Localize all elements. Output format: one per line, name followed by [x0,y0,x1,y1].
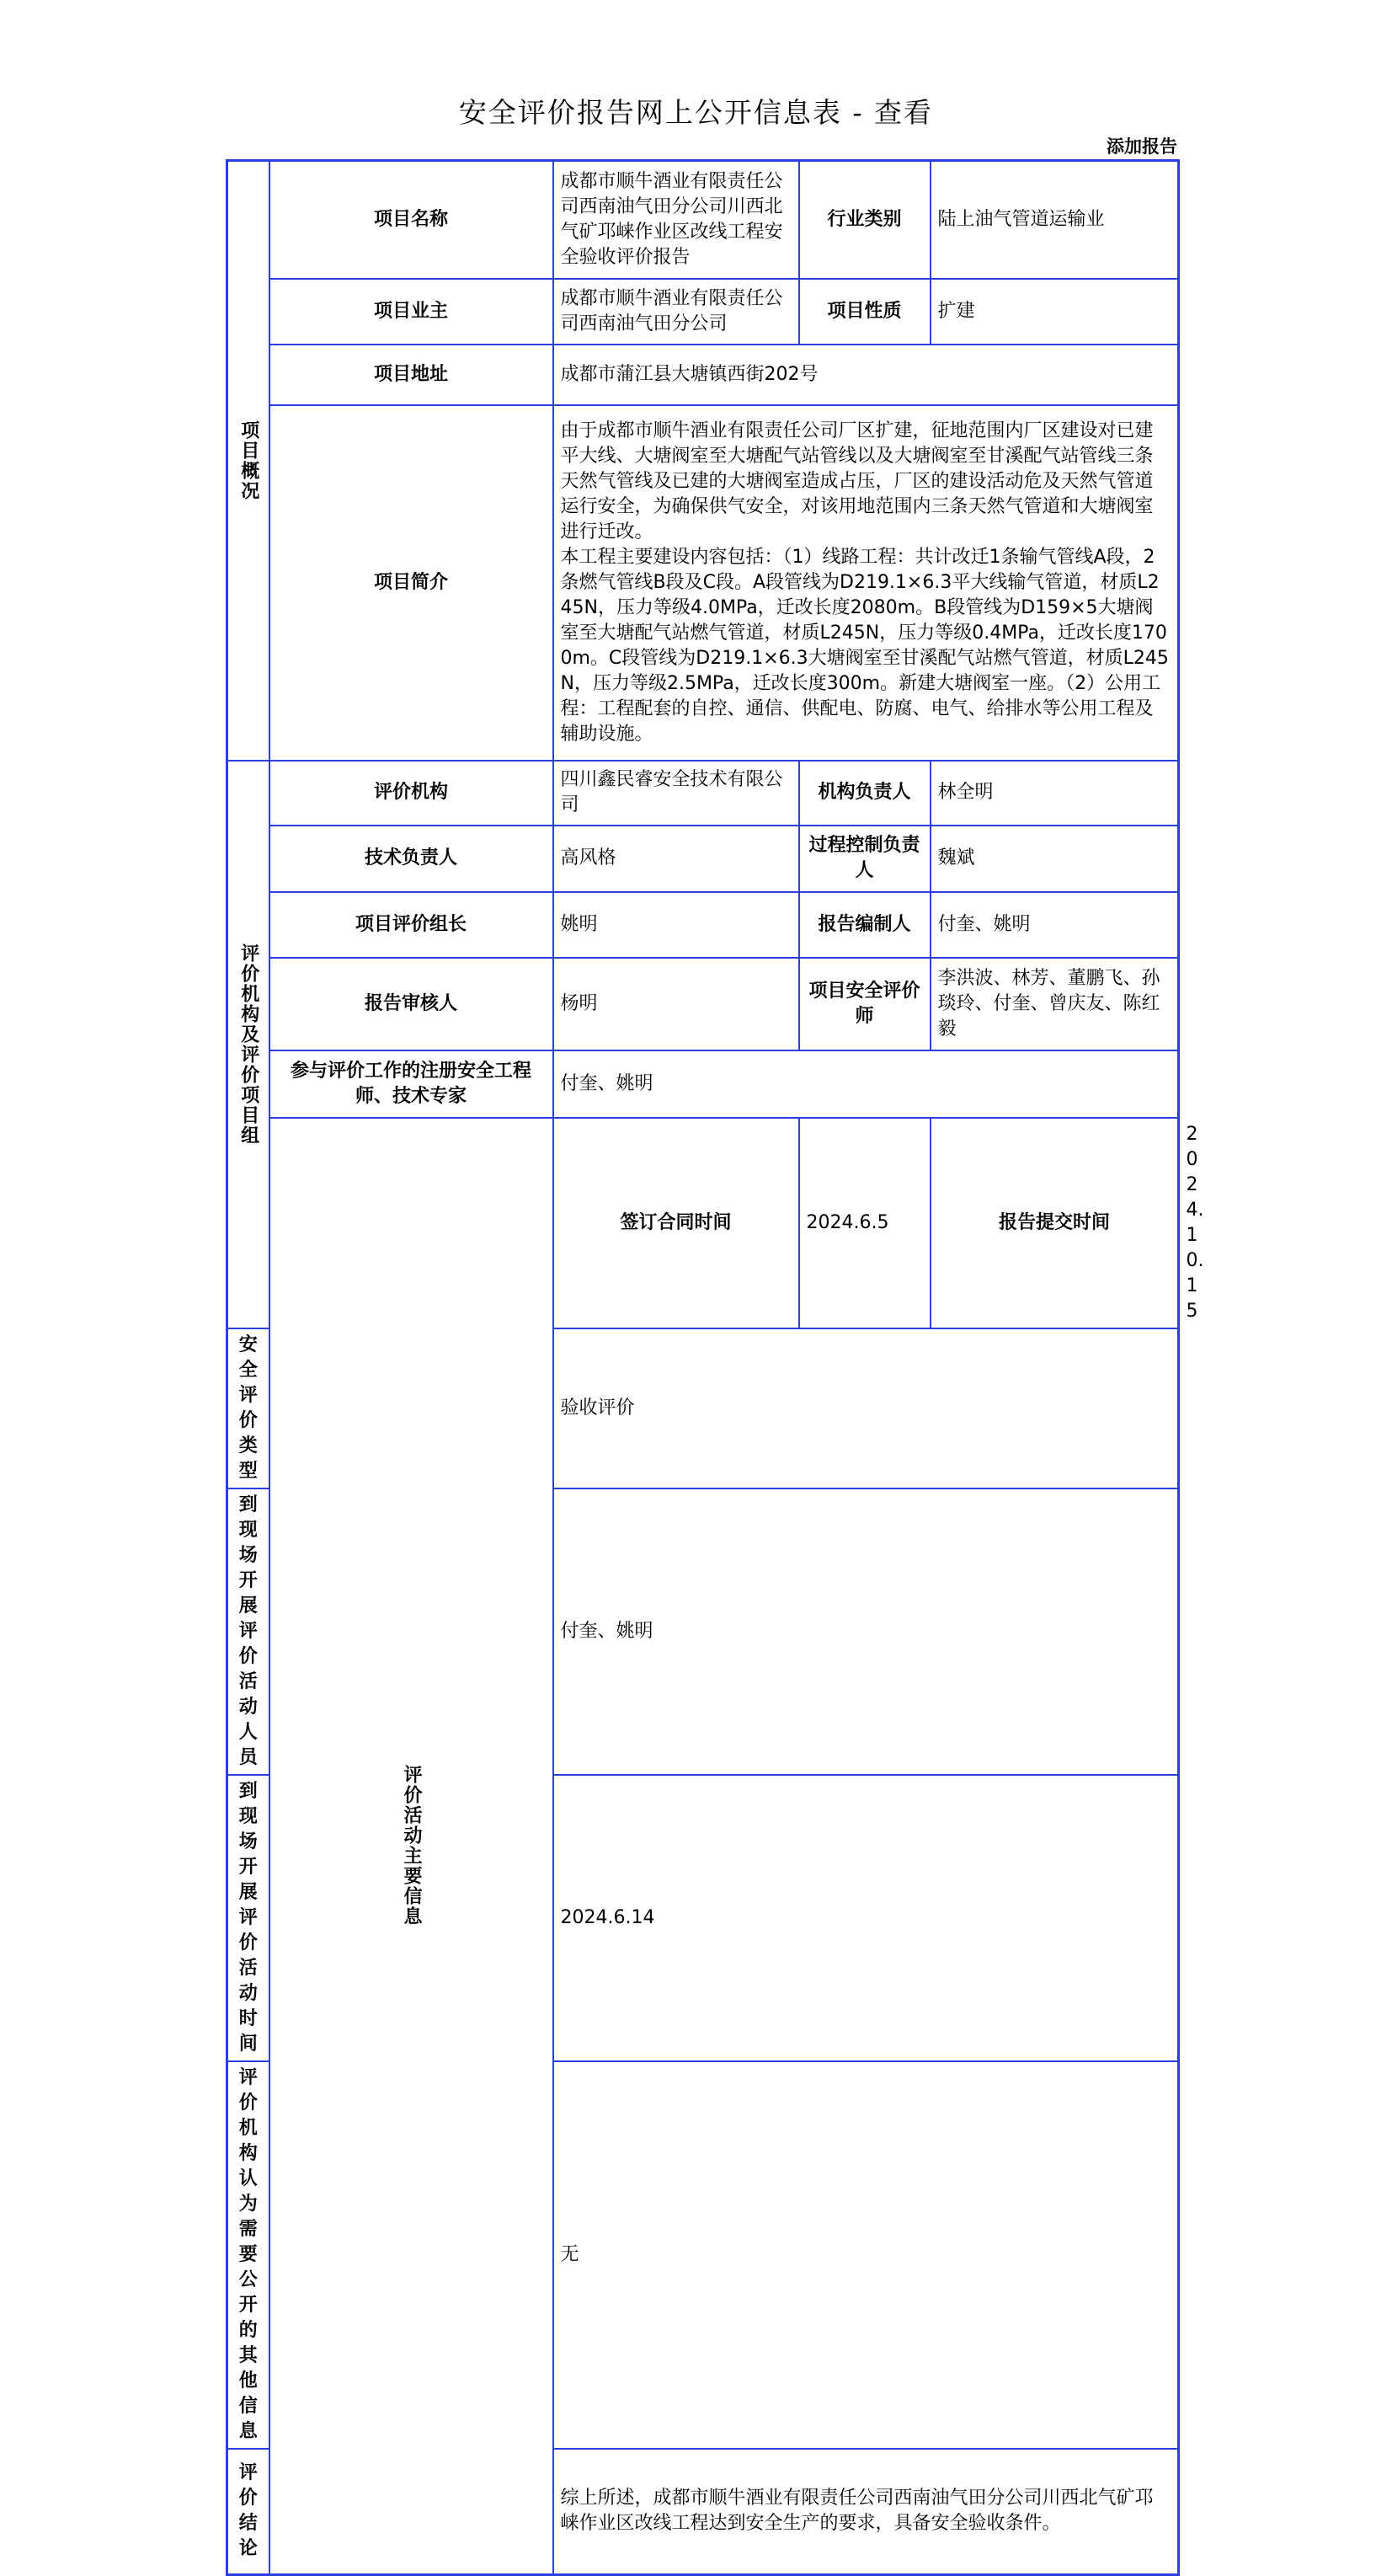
tech-lead-value: 高风格 [553,826,799,892]
site-time-label: 到现场开展评价活动时间 [227,1775,269,2061]
report-info-table: 项目概况 项目名称 成都市顺牛酒业有限责任公司西南油气田分公司川西北气矿邛崃作业区改线工程安全验收评价报告 行业类别 陆上油气管道运输业 项目业主 成都市顺牛酒业有限责任公司西南油气田分公司 项目性质 扩建 项目地址 成都市蒲江县大塘镇西街202号 项目简介 由于成都市顺牛酒业有限责任公司厂区扩建，征地范围内厂区建设对已建平大线、大塘阀室至大塘配气站管线以及大塘阀室至甘溪配气站管线三条天然气管线及已建的大塘阀室造成占压，厂区的建设活动危及天然气管道运行安全，为确保供气安全，对该用地范围内三条天然气管道和大塘阀室进行迁改。 本工程主要建设内容包括：（1）线路工程：共计改迁1条输气管线A段，2条燃气管线B段及C段。A段管线为D219.1×6.3平大线输气管道，材质L245N，压力等级4.0MPa，迁改长度2080m。B段管线为D159×5大塘阀室至大塘配气站燃气管道，材质L245N，压力等级0.4MPa，迁改长度1700m。C段管线为D219.1×6.3大塘阀室至甘溪配气站燃气管道，材质L245N，压力等级2.5MPa，迁改长度300m。新建大塘阀室一座。（2）公用工程：工程配套的自控、通信、供配电、防腐、电气、给排水等公用工程及辅助设施。 评价机构及评价项目组 评价机构 四川鑫民睿安全技术有限公司 机构负责人 林全明 技术负责人 高风格 过程控制负责人 魏斌 项目评价组长 姚明 报告编制人 付奎、姚明 报告审核人 杨明 项目安全评价师 李洪波、林芳、董鹏飞、孙琰玲、付奎、曾庆友、陈红毅 参与评价工作的注册安全工程师、技术专家 付奎、姚明 评价活动主要信息 签订合同时间 2024.6.5 报告提交时间 2024.10.15 安全评价类型 验收评价 到现场开展评价活动人员 付奎、姚明 到现场开展评价活动时间 2024.6.14 评价机构认为需要公开的其他信息 无 评价结论 综上所述，成都市顺牛酒业有限责任公司西南油气田分公司川西北气矿邛崃作业区改线工程达到安全生产的要求，具备安全验收条件。 [226,159,1180,2576]
other-info-label: 评价机构认为需要公开的其他信息 [227,2061,269,2449]
intro-paragraph-2: 本工程主要建设内容包括：（1）线路工程：共计改迁1条输气管线A段，2条燃气管线B段及C段。A段管线为D219.1×6.3平大线输气管道，材质L245N，压力等级4.0MPa，迁改长度2080m。B段管线为D159×5大塘阀室至大塘配气站燃气管道，材质L245N，压力等级0.4MPa，迁改长度1700m。C段管线为D219.1×6.3大塘阀室至甘溪配气站燃气管道，材质L245N，压力等级2.5MPa，迁改长度300m。新建大塘阀室一座。（2）公用工程：工程配套的自控、通信、供配电、防腐、电气、给排水等公用工程及辅助设施。 [560,546,1169,745]
compiler-value: 付奎、姚明 [931,892,1179,958]
conclusion-value: 综上所述，成都市顺牛酒业有限责任公司西南油气田分公司川西北气矿邛崃作业区改线工程达到安全生产的要求，具备安全验收条件。 [553,2449,1179,2575]
section-project-overview: 项目概况 [227,161,269,761]
page-title: 安全评价报告网上公开信息表 - 查看 [458,96,934,129]
section-evaluation-team: 评价机构及评价项目组 [227,761,269,1328]
section-activity-info: 评价活动主要信息 [269,1118,553,2575]
eval-type-label: 安全评价类型 [227,1328,269,1488]
evaluators-label: 项目安全评价师 [799,958,931,1050]
add-report-link[interactable]: 添加报告 [1107,136,1177,157]
conclusion-label: 评价结论 [227,2449,269,2575]
org-head-value: 林全明 [931,761,1179,826]
address-value: 成都市蒲江县大塘镇西街202号 [553,345,1179,405]
reviewer-label: 报告审核人 [269,958,553,1050]
industry-label: 行业类别 [799,161,931,279]
team-leader-value: 姚明 [553,892,799,958]
org-head-label: 机构负责人 [799,761,931,826]
process-lead-value: 魏斌 [931,826,1179,892]
submit-date-label: 报告提交时间 [931,1118,1179,1328]
nature-label: 项目性质 [799,279,931,345]
contract-date-value: 2024.6.5 [799,1118,931,1328]
org-value: 四川鑫民睿安全技术有限公司 [553,761,799,826]
intro-paragraph-1: 由于成都市顺牛酒业有限责任公司厂区扩建，征地范围内厂区建设对已建平大线、大塘阀室至大塘配气站管线以及大塘阀室至甘溪配气站管线三条天然气管线及已建的大塘阀室造成占压，厂区的建设活动危及天然气管道运行安全，为确保供气安全，对该用地范围内三条天然气管道和大塘阀室进行迁改。 [560,420,1154,542]
eval-type-value: 验收评价 [553,1328,1179,1488]
tech-lead-label: 技术负责人 [269,826,553,892]
intro-label: 项目简介 [269,405,553,761]
site-time-value: 2024.6.14 [553,1775,1179,2061]
site-people-value: 付奎、姚明 [553,1488,1179,1775]
contract-date-label: 签订合同时间 [553,1118,799,1328]
experts-value: 付奎、姚明 [553,1050,1179,1118]
project-name-value: 成都市顺牛酒业有限责任公司西南油气田分公司川西北气矿邛崃作业区改线工程安全验收评价报告 [553,161,799,279]
experts-label: 参与评价工作的注册安全工程师、技术专家 [269,1050,553,1118]
nature-value: 扩建 [931,279,1179,345]
project-name-label: 项目名称 [269,161,553,279]
team-leader-label: 项目评价组长 [269,892,553,958]
other-info-value: 无 [553,2061,1179,2449]
process-lead-label: 过程控制负责人 [799,826,931,892]
owner-value: 成都市顺牛酒业有限责任公司西南油气田分公司 [553,279,799,345]
reviewer-value: 杨明 [553,958,799,1050]
site-people-label: 到现场开展评价活动人员 [227,1488,269,1775]
address-label: 项目地址 [269,345,553,405]
owner-label: 项目业主 [269,279,553,345]
org-label: 评价机构 [269,761,553,826]
industry-value: 陆上油气管道运输业 [931,161,1179,279]
intro-value [553,405,1179,761]
compiler-label: 报告编制人 [799,892,931,958]
evaluators-value: 李洪波、林芳、董鹏飞、孙琰玲、付奎、曾庆友、陈红毅 [931,958,1179,1050]
